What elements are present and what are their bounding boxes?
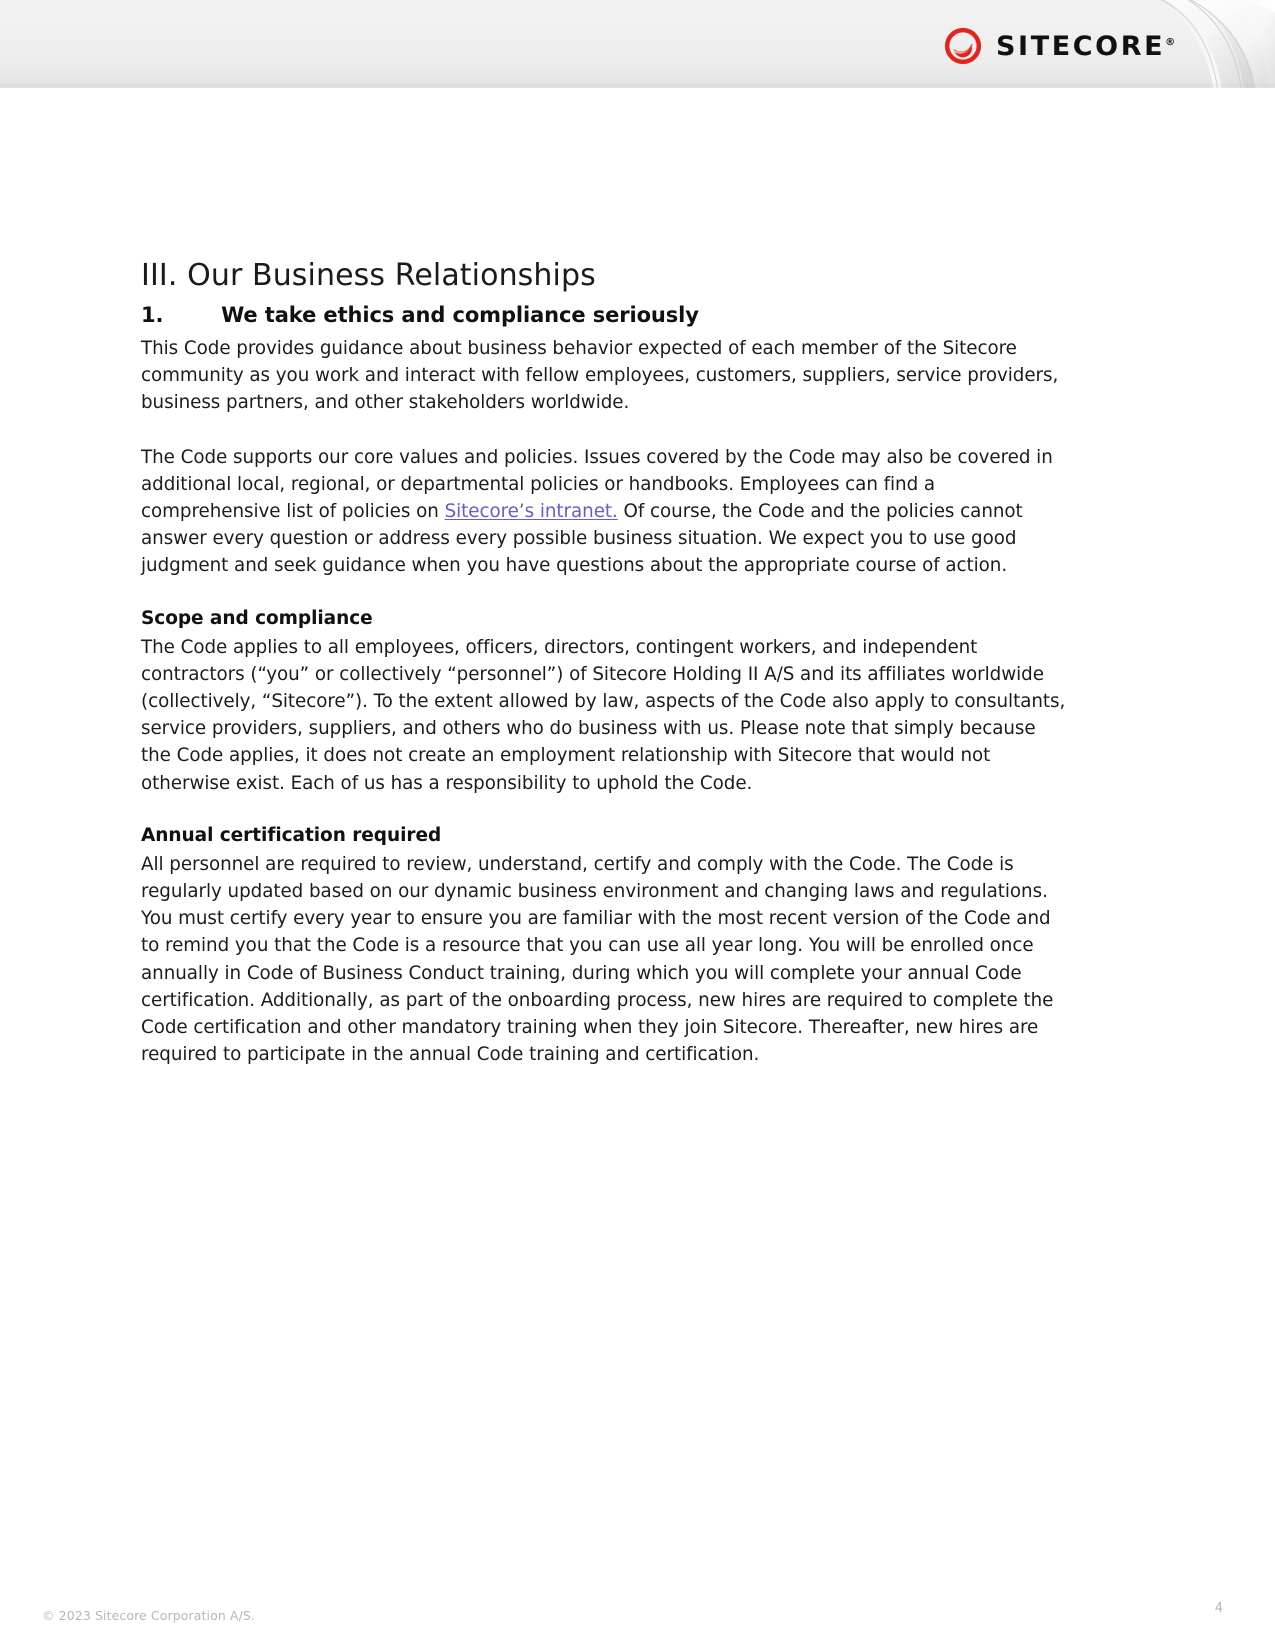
sitecore-logo (943, 24, 1175, 68)
paragraph-text-after-link: Of course, the Code and the policies cannot answer every question or address every possible business situation. We expect you to use good judgment and seek guidance when you have questions about the appropriate course of action. (141, 500, 1023, 577)
sitecore-intranet-link[interactable]: Sitecore’s intranet. (444, 500, 618, 522)
paragraph-spacer (141, 417, 1069, 444)
footer-page-number: 4 (1214, 1601, 1223, 1616)
sitecore-wordmark (996, 30, 1176, 62)
paragraph-intro: This Code provides guidance about business behavior expected of each member of the Sitecore community as you work and interact with fellow employees, customers, suppliers, service providers, business partners, and other stakeholders worldwide. (141, 337, 1059, 414)
sitecore-wordmark-text: SITECORE (996, 30, 1166, 62)
footer-copyright: © 2023 Sitecore Corporation A/S. (42, 1608, 255, 1623)
paragraph-code-supports (141, 444, 1069, 580)
paragraph-text-before-link: The Code supports our core values and policies. Issues covered by the Code may also be covered in additional local, regional, or departmental policies or handbooks. Employees can find a comprehensive list of policies on (141, 446, 1053, 522)
sitecore-logo-icon (943, 26, 983, 66)
subheading-annual-certification: Annual certification required (141, 824, 442, 846)
document-content (141, 258, 1069, 1068)
section-heading-1 (141, 302, 1069, 329)
subheading-scope-and-compliance: Scope and compliance (141, 607, 373, 629)
header-bottom-shadow (0, 84, 1275, 88)
sitecore-trademark-symbol: ® (1165, 36, 1176, 48)
paragraph-annual-certification: All personnel are required to review, understand, certify and comply with the Code. The Code is regularly updated based on our dynamic business environment and changing laws and regulations. You must certify every year to ensure you are familiar with the most recent version of the Code and to remind you that the Code is a resource that you can use all year long. You will be enrolled once annually in Code of Business Conduct training, during which you will complete your annual Code certification. Additionally, as part of the onboarding process, new hires are required to complete the Code certification and other mandatory training when they join Sitecore. Thereafter, new hires are required to participate in the annual Code training and certification. (141, 853, 1054, 1066)
section-heading-text: We take ethics and compliance seriously (221, 302, 699, 327)
page-title: III. Our Business Relationships (141, 258, 596, 293)
page-header-band (0, 0, 1275, 88)
section-spacer-annual (141, 797, 1069, 824)
paragraph-scope-and-compliance: The Code applies to all employees, officers, directors, contingent workers, and independent contractors (“you” or collectively “personnel”) of Sitecore Holding II A/S and its affiliates worldwide (collectively, “Sitecore”). To the extent allowed by law, aspects of the Code also apply to consultants, service providers, suppliers, and others who do business with us. Please note that simply because the Code applies, it does not create an employment relationship with Sitecore that would not otherwise exist. Each of us has a responsibility to uphold the Code. (141, 636, 1066, 794)
section-spacer-scope (141, 580, 1069, 607)
section-number: 1. (141, 302, 164, 327)
